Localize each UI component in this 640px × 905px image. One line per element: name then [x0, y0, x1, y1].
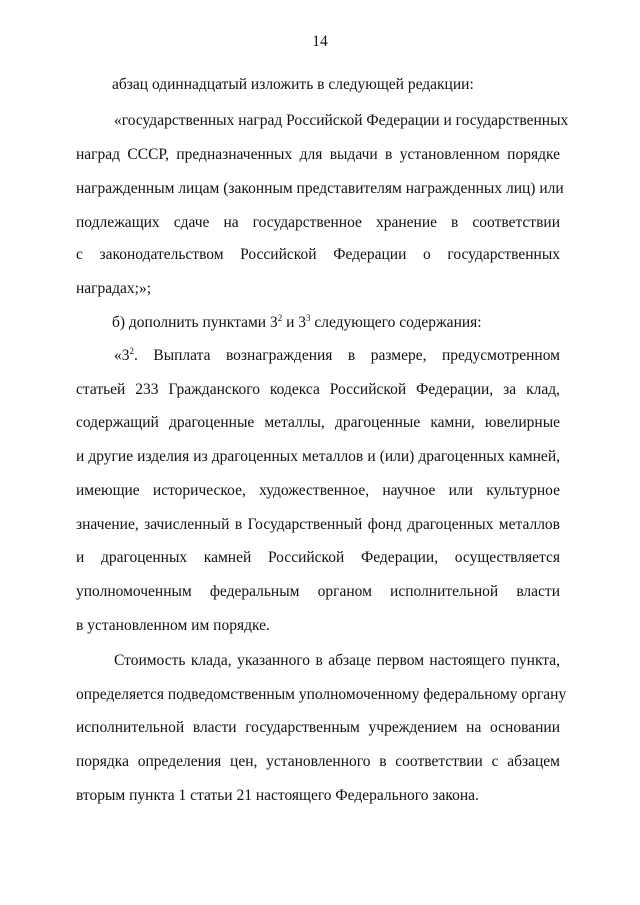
text-line: подлежащих сдаче на государственное хранение в соответствии — [76, 214, 560, 231]
text-line: уполномоченным федеральным органом исполнительной власти — [76, 583, 560, 600]
text-line: наградах;»; — [76, 280, 152, 297]
text-line: вторым пункта 1 статьи 21 настоящего Федерального закона. — [76, 787, 479, 804]
text-line: значение, зачисленный в Государственный фонд драгоценных металлов — [76, 516, 560, 533]
text-line: абзац одиннадцатый изложить в следующей редакции: — [112, 76, 474, 93]
text-line: имеющие историческое, художественное, научное или культурное — [76, 482, 560, 499]
text-line: и другие изделия из драгоценных металлов и (или) драгоценных камней, — [76, 448, 560, 465]
text-line: в установленном им порядке. — [76, 617, 270, 634]
text-line: статьей 233 Гражданского кодекса Российской Федерации, за клад, — [76, 381, 560, 398]
text-line: с законодательством Российской Федерации о государственных — [76, 246, 560, 263]
text-line: порядка определения цен, установленного в соответствии с абзацем — [76, 753, 560, 770]
text-line: Стоимость клада, указанного в абзаце первом настоящего пункта, — [114, 652, 560, 669]
text-line: исполнительной власти государственным учреждением на основании — [76, 719, 560, 736]
text-line: и драгоценных камней Российской Федерации, осуществляется — [76, 549, 560, 566]
text-line: «$3^2$. Выплата вознаграждения в размере, предусмотренном — [114, 346, 560, 364]
text-line: б) дополнить пунктами $3^2$ и $3^3$ следующего содержания: — [112, 313, 482, 331]
page-number: 14 — [312, 33, 328, 50]
text-line: определяется подведомственным уполномоченному федеральному органу — [76, 686, 567, 703]
text-line: наград СССР, предназначенных для выдачи в установленном порядке — [76, 146, 560, 163]
text-line: содержащий драгоценные металлы, драгоценные камни, ювелирные — [76, 414, 560, 431]
text-line: награжденным лицам (законным представителям награжденных лиц) или — [76, 180, 564, 197]
text-line: «государственных наград Российской Федерации и государственных — [114, 112, 569, 129]
